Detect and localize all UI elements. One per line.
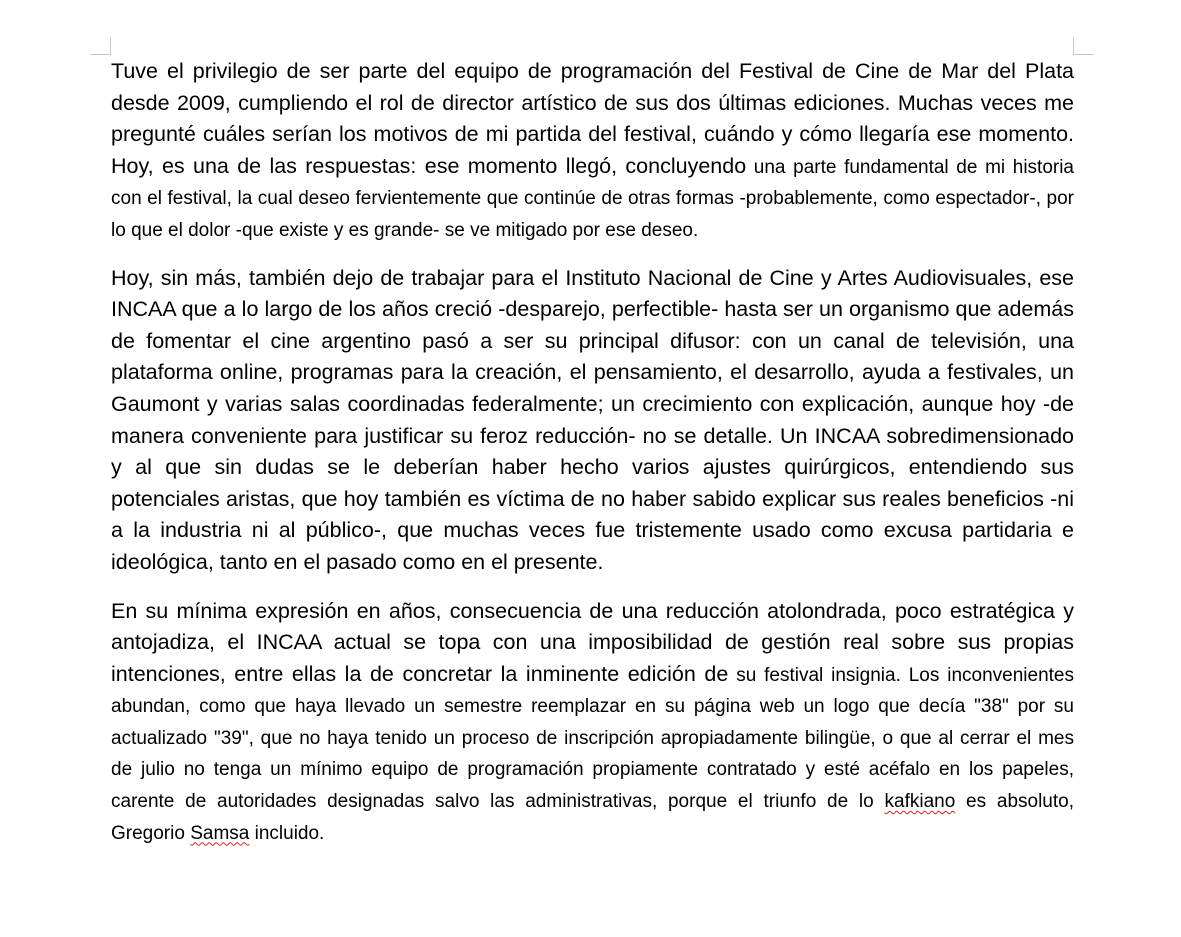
paragraph-3-text-small-a: su festival insignia. Los inconvenientes abundan, como que haya llevado un semestre reemplazar en su página web un logo que decía "38" por su actualizado "39", que no haya tenido un proceso de inscripción apropiadamente bilingüe, o que al cerrar el mes de julio no tenga un mínimo equipo de programación propiamente contratado y esté acéfalo en los papeles, carente de autoridades designadas salvo las administrativas, porque el triunfo de lo (111, 664, 1074, 813)
paragraph-3-text-small-c: incluido. (249, 822, 325, 844)
page-margin-corner-top-left (90, 38, 111, 55)
paragraph-2[interactable] (111, 263, 1074, 579)
document-body[interactable] (111, 56, 1074, 865)
paragraph-1[interactable] (111, 56, 1074, 246)
spellcheck-word-samsa[interactable]: Samsa (190, 822, 250, 844)
paragraph-3-text-large: En su mínima expresión en años, consecuencia de una reducción atolondrada, poco estratégica y antojadiza, el INCAA actual se topa con una imposibilidad de gestión real sobre sus propias intenciones, entre ellas la de concretar la inminente edición de (111, 598, 1074, 686)
paragraph-2-text: Hoy, sin más, también dejo de trabajar para el Instituto Nacional de Cine y Artes Audiovisuales, ese INCAA que a lo largo de los años creció -desparejo, perfectible- hasta ser un organismo que además de fomentar el cine argentino pasó a ser su principal difusor: con un canal de televisión, una plataforma online, programas para la creación, el pensamiento, el desarrollo, ayuda a festivales, un Gaumont y varias salas coordinadas federalmente; un crecimiento con explicación, aunque hoy -de manera conveniente para justificar su feroz reducción- no se detalle. Un INCAA sobredimensionado y al que sin dudas se le deberían haber hecho varios ajustes quirúrgicos, entendiendo sus potenciales aristas, que hoy también es víctima de no haber sabido explicar sus reales beneficios -ni a la industria ni al público-, que muchas veces fue tristemente usado como excusa partidaria e ideológica, tanto en el pasado como en el presente. (111, 265, 1074, 574)
paragraph-3-text-small-b: es absoluto, Gregorio (111, 791, 1074, 844)
paragraph-1-text-large: Tuve el privilegio de ser parte del equipo de programación del Festival de Cine de Mar del Plata desde 2009, cumpliendo el rol de director artístico de sus dos últimas ediciones. Muchas veces me pregunté cuáles serían los motivos de mi partida del festival, cuándo y cómo llegaría ese momento. Hoy, es una de las respuestas: ese momento llegó, concluyendo (111, 59, 1074, 178)
paragraph-1-text-small: una parte fundamental de mi historia con el festival, la cual deseo fervientemente que continúe de otras formas -probablemente, como espectador-, por lo que el dolor -que existe y es grande- se ve mitigado por ese deseo. (111, 156, 1075, 241)
paragraph-3-text-small (111, 665, 1074, 844)
page-margin-corner-top-right (1073, 38, 1094, 55)
spellcheck-word-kafkiano[interactable]: kafkiano (884, 791, 956, 813)
paragraph-3[interactable] (111, 596, 1074, 849)
